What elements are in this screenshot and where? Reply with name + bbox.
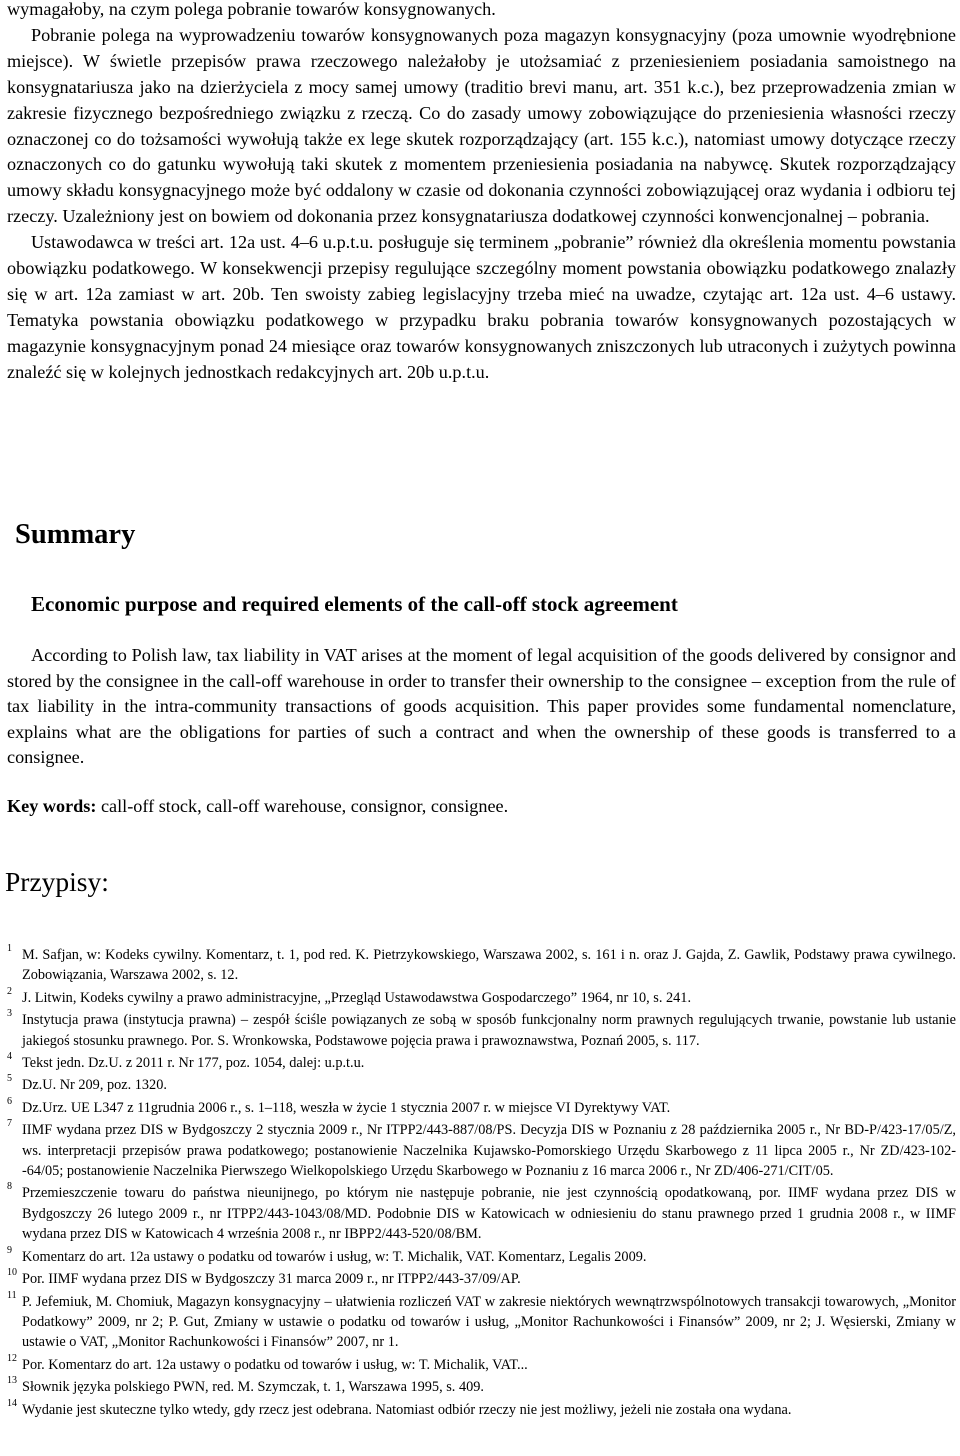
summary-title: Economic purpose and required elements of the call-off stock agreement [31, 592, 678, 616]
footnote-number: 7 [7, 1118, 12, 1130]
footnote-number: 2 [7, 985, 12, 997]
body-paragraph-2: Ustawodawca w treści art. 12a ust. 4–6 u.p.t.u. posługuje się terminem „pobranie” również dla określenia momentu powstania obowiązku podatkowego. W konsekwencji przepisy regulujące szczególny moment powstania obowiązku podatkowego znalazły się w art. 12a zamiast w art. 20b. Ten swoisty zabieg legislacyjny trzeba mieć na uwadze, czytając art. 12a ust. 4–6 ustawy. Tematyka powstania obowiązku podatkowego w przypadku braku pobrania towarów konsygnowanych pozostających w magazynie konsygnacyjnym ponad 24 miesiące oraz towarów konsygnowanych zniszczonych lub utraconych i zużytych powinna znaleźć się w kolejnych jednostkach redakcyjnych art. 20b u.p.t.u. [7, 232, 956, 382]
keywords-label: Key words: [7, 796, 97, 816]
abstract-text: According to Polish law, tax liability in VAT arises at the moment of legal acquisition of the goods delivered by consignor and stored by the consignee in the call-off warehouse in order to transfer their ownership to the consignee – exception from the rule of tax liability in the intra-community transactions of goods acquisition. This paper provides some fundamental nomenclature, explains what are the obligations for parties of such a contract and when the ownership of these goods is transferred to a consignee. [7, 645, 956, 767]
summary-abstract [7, 643, 956, 771]
footnote [7, 1377, 956, 1397]
footnote [7, 1053, 956, 1073]
footnote-text: Komentarz do art. 12a ustawy o podatku od towarów i usług, w: T. Michalik, VAT. Komentarz, Legalis 2009. [22, 1248, 647, 1265]
footnote-text: Instytucja prawa (instytucja prawna) – zespół ściśle powiązanych ze sobą w sposób funkcjonalny norm prawnych regulujących trwanie, powstanie lub ustanie jakiegoś stosunku prawnego. Por. S. Wronkowska, Podstawowe pojęcia prawa i prawoznawstwa, Poznań 2005, s. 117. [22, 1012, 956, 1049]
footnote-text: IIMF wydana przez DIS w Bydgoszczy 2 stycznia 2009 r., Nr ITPP2/443-887/08/PS. Decyzja DIS w Poznaniu z 28 października 2005 r., Nr BD-P/423-17/05/Z, ws. interpretacji przepisów prawa podatkowego; postanowienie Naczelnika Kujawsko-Pomorskiego Urzędu Skarbowego z 11 lipca 2005 r., Nr ZD/423-102--64/05; postanowienie Naczelnika Pierwszego Wielkopolskiego Urzędu Skarbowego w Poznaniu z 16 marca 2006 r., Nr ZD/406-271/CIT/05. [22, 1122, 956, 1180]
footnote [7, 1120, 956, 1181]
keywords-list: call-off stock, call-off warehouse, consignor, consignee. [96, 796, 509, 816]
footnote-text: Dz.Urz. UE L347 z 11grudnia 2006 r., s. 1–118, weszła w życie 1 stycznia 2007 r. w miejsce VI Dyrektywy VAT. [22, 1099, 671, 1116]
footnote-number: 5 [7, 1073, 12, 1085]
footnote-text: Por. Komentarz do art. 12a ustawy o podatku od towarów i usług, w: T. Michalik, VAT... [22, 1356, 528, 1373]
footnote-text: Wydanie jest skuteczne tylko wtedy, gdy rzecz jest odebrana. Natomiast odbiór rzeczy nie jest możliwy, jeżeli nie została ona wydana. [22, 1401, 792, 1418]
body-line-continuation: wymagałoby, na czym polega pobranie towarów konsygnowanych. [7, 0, 496, 19]
footnote-number: 9 [7, 1244, 12, 1256]
footnote-text: Dz.U. Nr 209, poz. 1320. [22, 1077, 167, 1094]
footnote-number: 13 [7, 1375, 17, 1387]
footnote-text: J. Litwin, Kodeks cywilny a prawo administracyjne, „Przegląd Ustawodawstwa Gospodarczego” 1964, nr 10, s. 241. [22, 989, 692, 1006]
footnotes-heading: Przypisy: [5, 866, 109, 897]
footnote-number: 8 [7, 1181, 12, 1193]
footnote [7, 1397, 956, 1420]
footnote-text: Tekst jedn. Dz.U. z 2011 r. Nr 177, poz. 1054, dalej: u.p.t.u. [22, 1055, 365, 1072]
footnote [7, 1095, 956, 1118]
footnote-text: Por. IIMF wydana przez DIS w Bydgoszczy 31 marca 2009 r., nr ITPP2/443-37/09/AP. [22, 1271, 521, 1288]
footnote-text: Przemieszczenie towaru do państwa nieunijnego, po którym nie następuje pobranie, nie jest czynnością opodatkowaną, por. IIMF wydana przez DIS w Bydgoszczy 26 lutego 2009 r., nr ITPP2/443-1043/08/MD. Podobnie DIS w Katowicach w odniesieniu do stanu prawnego przed 1 grudnia 2008 r., w IIMF wydana przez DIS w Katowicach 4 września 2008 r., nr IBPP2/443-520/08/BM. [22, 1185, 956, 1243]
footnote-number: 3 [7, 1008, 12, 1020]
footnote-number: 4 [7, 1051, 12, 1063]
footnote-text: M. Safjan, w: Kodeks cywilny. Komentarz, t. 1, pod red. K. Pietrzykowskiego, Warszawa 2002, s. 161 i n. oraz J. Gajda, Z. Gawlik, Podstawy prawa cywilnego. Zobowiązania, Warszawa 2002, s. 12. [22, 947, 956, 984]
body-paragraph-1: Pobranie polega na wyprowadzeniu towarów konsygnowanych poza magazyn konsygnacyjny (poza umownie wyodrębnione miejsce). W świetle przepisów prawa rzeczowego należałoby je utożsamiać z przeniesieniem posiadania samoistnego na konsygnatariusza jako na dzierżyciela z mocy samej umowy (traditio brevi manu, art. 351 k.c.), bez przeprowadzenia zmian w zakresie fizycznego bezpośredniego związku z rzeczą. Co do zasady umowy zobowiązujące do przeniesienia własności rzeczy oznaczonej co do tożsamości wywołują także ex lege skutek rozporządzający (art. 155 k.c.), natomiast umowy dotyczące rzeczy oznaczonych co do gatunku wywołują taki skutek z momentem przeniesienia posiadania na nabywcę. Skutek rozporządzający umowy składu konsygnacyjnego może być oddalony w czasie od dokonania czynności zobowiązującej oraz wydania i odbioru tej rzeczy. Uzależniony jest on bowiem od dokonania przez konsygnatariusza dodatkowej czynności konwencjonalnej – pobrania. [7, 24, 956, 227]
footnote [7, 1183, 956, 1244]
footnotes-list [7, 945, 956, 1422]
footnote-number: 12 [7, 1352, 17, 1364]
footnote [7, 1352, 956, 1375]
footnote-text: Słownik języka polskiego PWN, red. M. Szymczak, t. 1, Warszawa 1995, s. 409. [22, 1379, 484, 1396]
footnote-number: 10 [7, 1267, 17, 1279]
keywords [7, 796, 508, 817]
footnote-number: 11 [7, 1289, 17, 1301]
footnote [7, 945, 956, 986]
body-text [7, 0, 956, 386]
footnote [7, 1244, 956, 1267]
footnote [7, 1010, 956, 1051]
footnote-number: 6 [7, 1095, 12, 1107]
footnote [7, 985, 956, 1008]
footnote-number: 14 [7, 1397, 17, 1409]
footnote [7, 1269, 956, 1289]
footnote-text: P. Jefemiuk, M. Chomiuk, Magazyn konsygnacyjny – ułatwienia rozliczeń VAT w zakresie niektórych wewnątrzwspólnotowych transakcji towarowych, „Monitor Podatkowy” 2009, nr 2; P. Gut, Zmiany w ustawie o podatku od towarów i usług, „Monitor Rachunkowości i Finansów” 2009, nr 2; J. Węsierski, Zmiany w ustawie o VAT, „Monitor Rachunkowości i Finansów” 2007, nr 1. [22, 1293, 956, 1351]
footnote [7, 1289, 956, 1353]
footnote [7, 1075, 956, 1095]
footnote-number: 1 [7, 943, 12, 954]
summary-heading: Summary [15, 519, 136, 550]
